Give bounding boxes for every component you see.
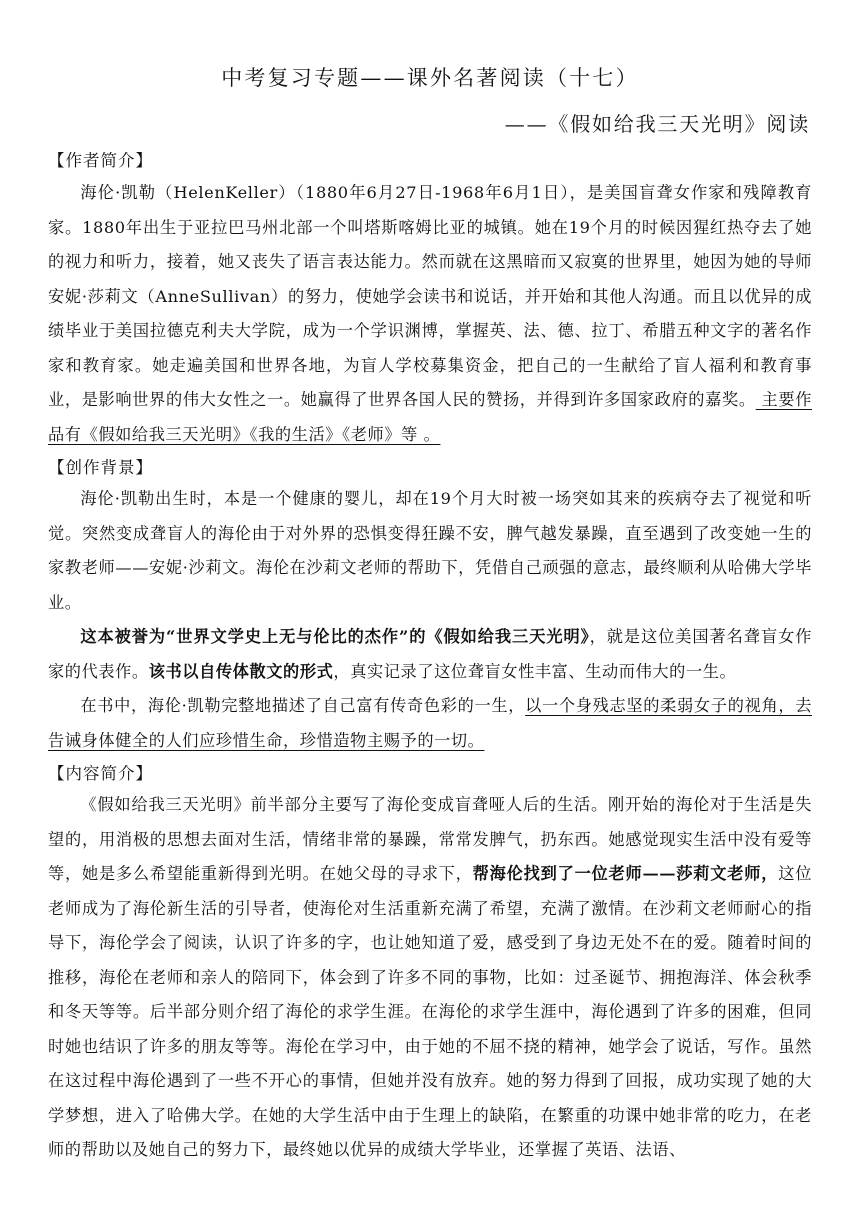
background-text-1: ，就是这位美国著名聋盲女作家的代表作。 xyxy=(48,627,812,681)
background-bold-2: 该书以自传体散文的形式 xyxy=(148,661,334,681)
author-text: 海伦·凯勒（HelenKeller）（1880年6月27日-1968年6月1日），是美国盲聋女作家和残障教育家。1880年出生于亚拉巴马州北部一个叫塔斯喀姆比亚的城镇。她在19个月的时候因猩红热夺去了她的视力和听力，接着，她又丧失了语言表达能力。然而就在这黑暗而又寂寞的世界里，她因为她的导师安妮·莎莉文（AnneSullivan）的努力，使她学会读书和说话，并开始和其他人沟通。而且以优异的成绩毕业于美国拉德克利夫大学院，成为一个学识渊博，掌握英、法、德、拉丁、希腊五种文字的著名作家和教育家。她走遍美国和世界各地，为盲人学校募集资金，把自己的一生献给了盲人福利和教育事业，是影响世界的伟大女性之一。她赢得了世界各国人民的赞扬，并得到许多国家政府的嘉奖。 xyxy=(48,183,812,409)
author-works-underlined: 主要作品有《假如给我三天光明》《我的生活》《老师》等 。 xyxy=(48,390,812,444)
background-text-2: ，真实记录了这位聋盲女性丰富、生动而伟大的一生。 xyxy=(333,661,737,681)
content-bold: 帮海伦找到了一位老师——莎莉文老师， xyxy=(472,864,779,883)
content-paragraph xyxy=(48,788,812,1168)
section-heading-background: 【创作背景】 xyxy=(48,458,153,477)
content-text-2: 这位老师成为了海伦新生活的引导者，使海伦对生活重新充满了希望，充满了激情。在沙莉文老师耐心的指导下，海伦学会了阅读，认识了许多的字，也让她知道了爱，感受到了身边无处不在的爱。随着时间的推移，海伦在老师和亲人的陪同下，体会到了许多不同的事物，比如：过圣诞节、拥抱海洋、体会秋季和冬天等等。后半部分则介绍了海伦的求学生涯。在海伦的求学生涯中，海伦遇到了许多的困难，但同时她也结识了许多的朋友等等。海伦在学习中，由于她的不屈不挠的精神，她学会了说话，写作。虽然在这过程中海伦遇到了一些不开心的事情，但她并没有放弃。她的努力得到了回报，成功实现了她的大学梦想，进入了哈佛大学。在她的大学生活中由于生理上的缺陷，在繁重的功课中她非常的吃力，在老师的帮助以及她自己的努力下，最终她以优异的成绩大学毕业，还掌握了英语、法语、 xyxy=(48,864,812,1159)
background-bold-1: 这本被誉为“世界文学史上无与伦比的杰作”的《假如给我三天光明》 xyxy=(80,627,590,646)
section-heading-author: 【作者简介】 xyxy=(48,151,153,170)
section-heading-content: 【内容简介】 xyxy=(48,764,153,783)
author-paragraph xyxy=(48,176,812,452)
background-p3-underlined: 以一个身残志坚的柔弱女子的视角，去告诫身体健全的人们应珍惜生命，珍惜造物主赐予的一切。 xyxy=(48,696,812,750)
page-subtitle: ——《假如给我三天光明》阅读 xyxy=(504,112,810,136)
page-title: 中考复习专题——课外名著阅读（十七） xyxy=(221,66,639,90)
content-text-1: 《假如给我三天光明》前半部分主要写了海伦变成盲聋哑人后的生活。刚开始的海伦对于生活是失望的，用消极的思想去面对生活，情绪非常的暴躁，常常发脾气，扔东西。她感觉现实生活中没有爱等等，她是多么希望能重新得到光明。在她父母的寻求下， xyxy=(48,795,812,883)
background-paragraph-2 xyxy=(48,620,812,689)
background-paragraph-3 xyxy=(48,689,812,758)
background-paragraph-1: 海伦·凯勒出生时，本是一个健康的婴儿，却在19个月大时被一场突如其来的疾病夺去了视觉和听觉。突然变成聋盲人的海伦由于对外界的恐惧变得狂躁不安，脾气越发暴躁，直至遇到了改变她一生的家教老师——安妮·沙莉文。海伦在沙莉文老师的帮助下，凭借自己顽强的意志，最终顺利从哈佛大学毕业。 xyxy=(48,489,812,612)
background-p3-text: 在书中，海伦·凯勒完整地描述了自己富有传奇色彩的一生， xyxy=(80,696,526,715)
